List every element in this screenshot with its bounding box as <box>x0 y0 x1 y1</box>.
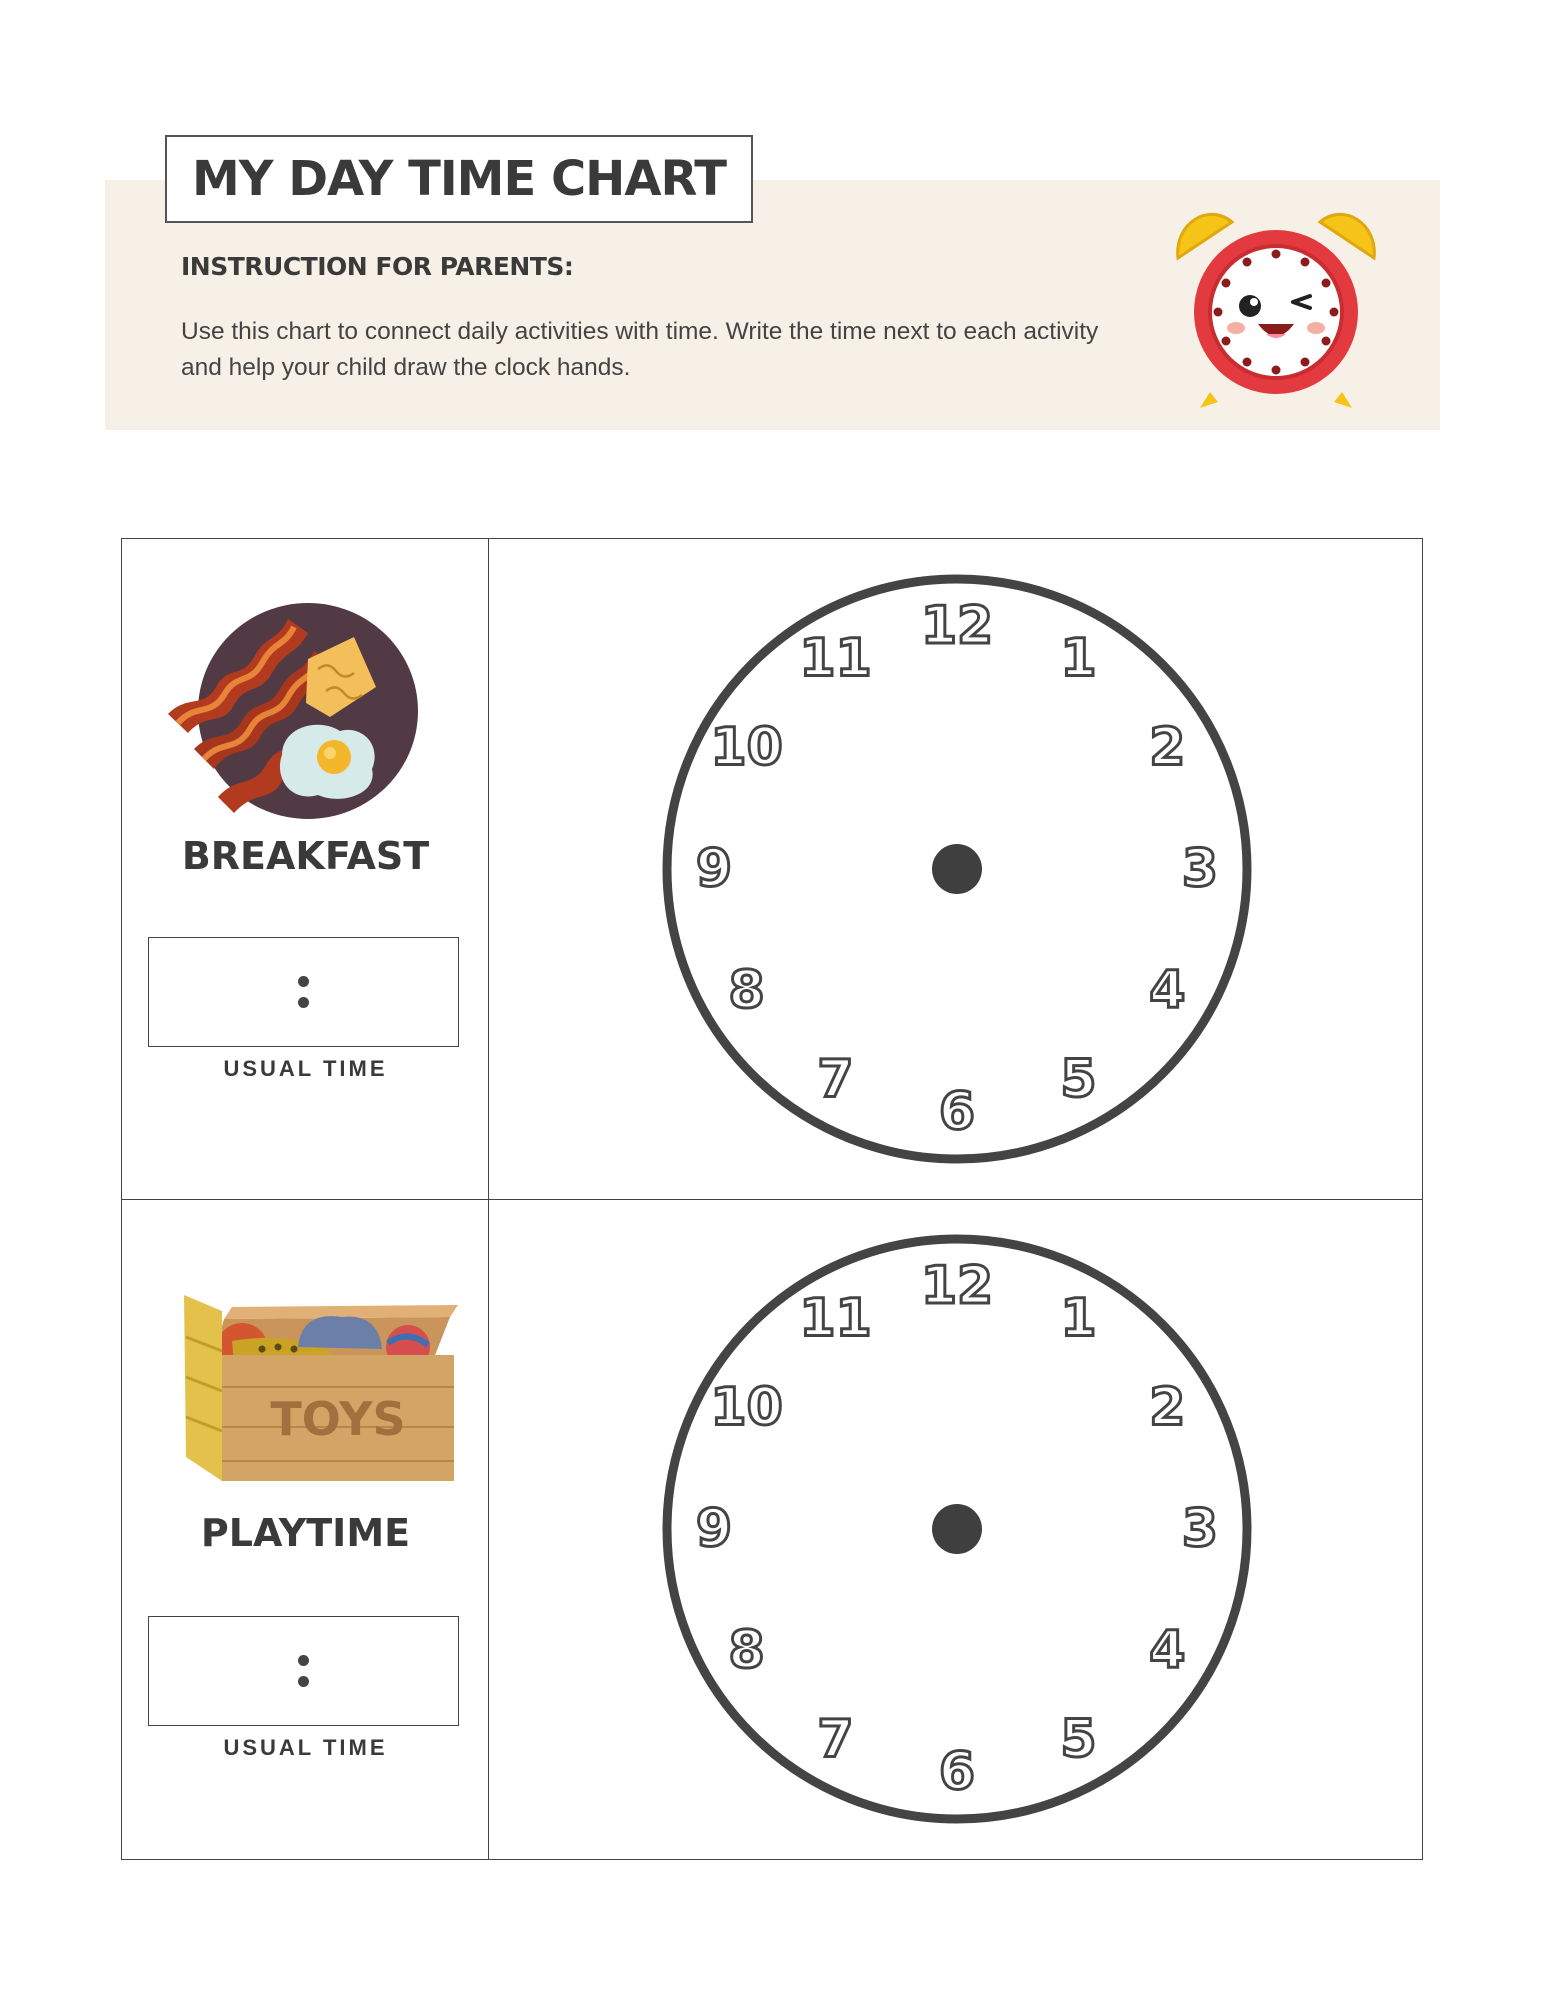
clock-number-3: 3 <box>1181 839 1219 899</box>
clock-number-8: 8 <box>728 1620 765 1681</box>
clock-number-9: 9 <box>695 1499 733 1559</box>
title-box <box>165 135 753 223</box>
clock-number-4: 4 <box>1149 960 1186 1021</box>
toy-box-label: TOYS <box>270 1392 406 1446</box>
activity-label: PLAYTIME <box>200 1511 411 1555</box>
alarm-clock-icon <box>1170 196 1382 410</box>
clock-number-6: 6 <box>938 1082 976 1142</box>
clock-center-dot <box>932 844 982 894</box>
clock-number-1: 1 <box>1060 1288 1097 1349</box>
clock-number-2: 2 <box>1149 1377 1186 1438</box>
breakfast-plate-icon <box>158 599 420 829</box>
clock-number-11: 11 <box>799 628 872 689</box>
usual-time-input[interactable] <box>148 937 459 1047</box>
clock-number-7: 7 <box>817 1709 854 1770</box>
time-separator <box>298 976 309 1008</box>
toy-box-icon <box>172 1277 462 1482</box>
clock-number-4: 4 <box>1149 1620 1186 1681</box>
activity-info-cell <box>122 539 489 1199</box>
clock-face[interactable] <box>658 569 1256 1169</box>
clock-number-8: 8 <box>728 960 765 1021</box>
clock-number-5: 5 <box>1060 1049 1097 1110</box>
clock-number-10: 10 <box>710 1377 783 1438</box>
activity-info-cell <box>122 1199 489 1859</box>
clock-number-2: 2 <box>1149 717 1186 778</box>
activity-row-breakfast <box>122 539 1422 1200</box>
time-separator <box>298 1655 309 1687</box>
clock-number-10: 10 <box>710 717 783 778</box>
activity-table <box>121 538 1423 1860</box>
clock-number-5: 5 <box>1060 1709 1097 1770</box>
usual-time-label: USUAL TIME <box>223 1735 388 1760</box>
clock-number-9: 9 <box>695 839 733 899</box>
usual-time-input[interactable] <box>148 1616 459 1726</box>
clock-number-11: 11 <box>799 1288 872 1349</box>
clock-number-12: 12 <box>920 1256 994 1316</box>
page-title: MY DAY TIME CHART <box>191 151 727 207</box>
clock-center-dot <box>932 1504 982 1554</box>
clock-face[interactable] <box>658 1229 1256 1829</box>
instruction-text: Use this chart to connect daily activities with time. Write the time next to each activity and help your child draw the clock hands. <box>181 318 1099 381</box>
clock-number-1: 1 <box>1060 628 1097 689</box>
clock-number-3: 3 <box>1181 1499 1219 1559</box>
usual-time-label: USUAL TIME <box>223 1056 388 1081</box>
activity-label: BREAKFAST <box>181 834 430 878</box>
clock-number-6: 6 <box>938 1742 976 1802</box>
clock-number-7: 7 <box>817 1049 854 1110</box>
activity-row-playtime <box>122 1199 1422 1859</box>
instruction-heading: INSTRUCTION FOR PARENTS: <box>181 252 574 281</box>
clock-number-12: 12 <box>920 596 994 656</box>
